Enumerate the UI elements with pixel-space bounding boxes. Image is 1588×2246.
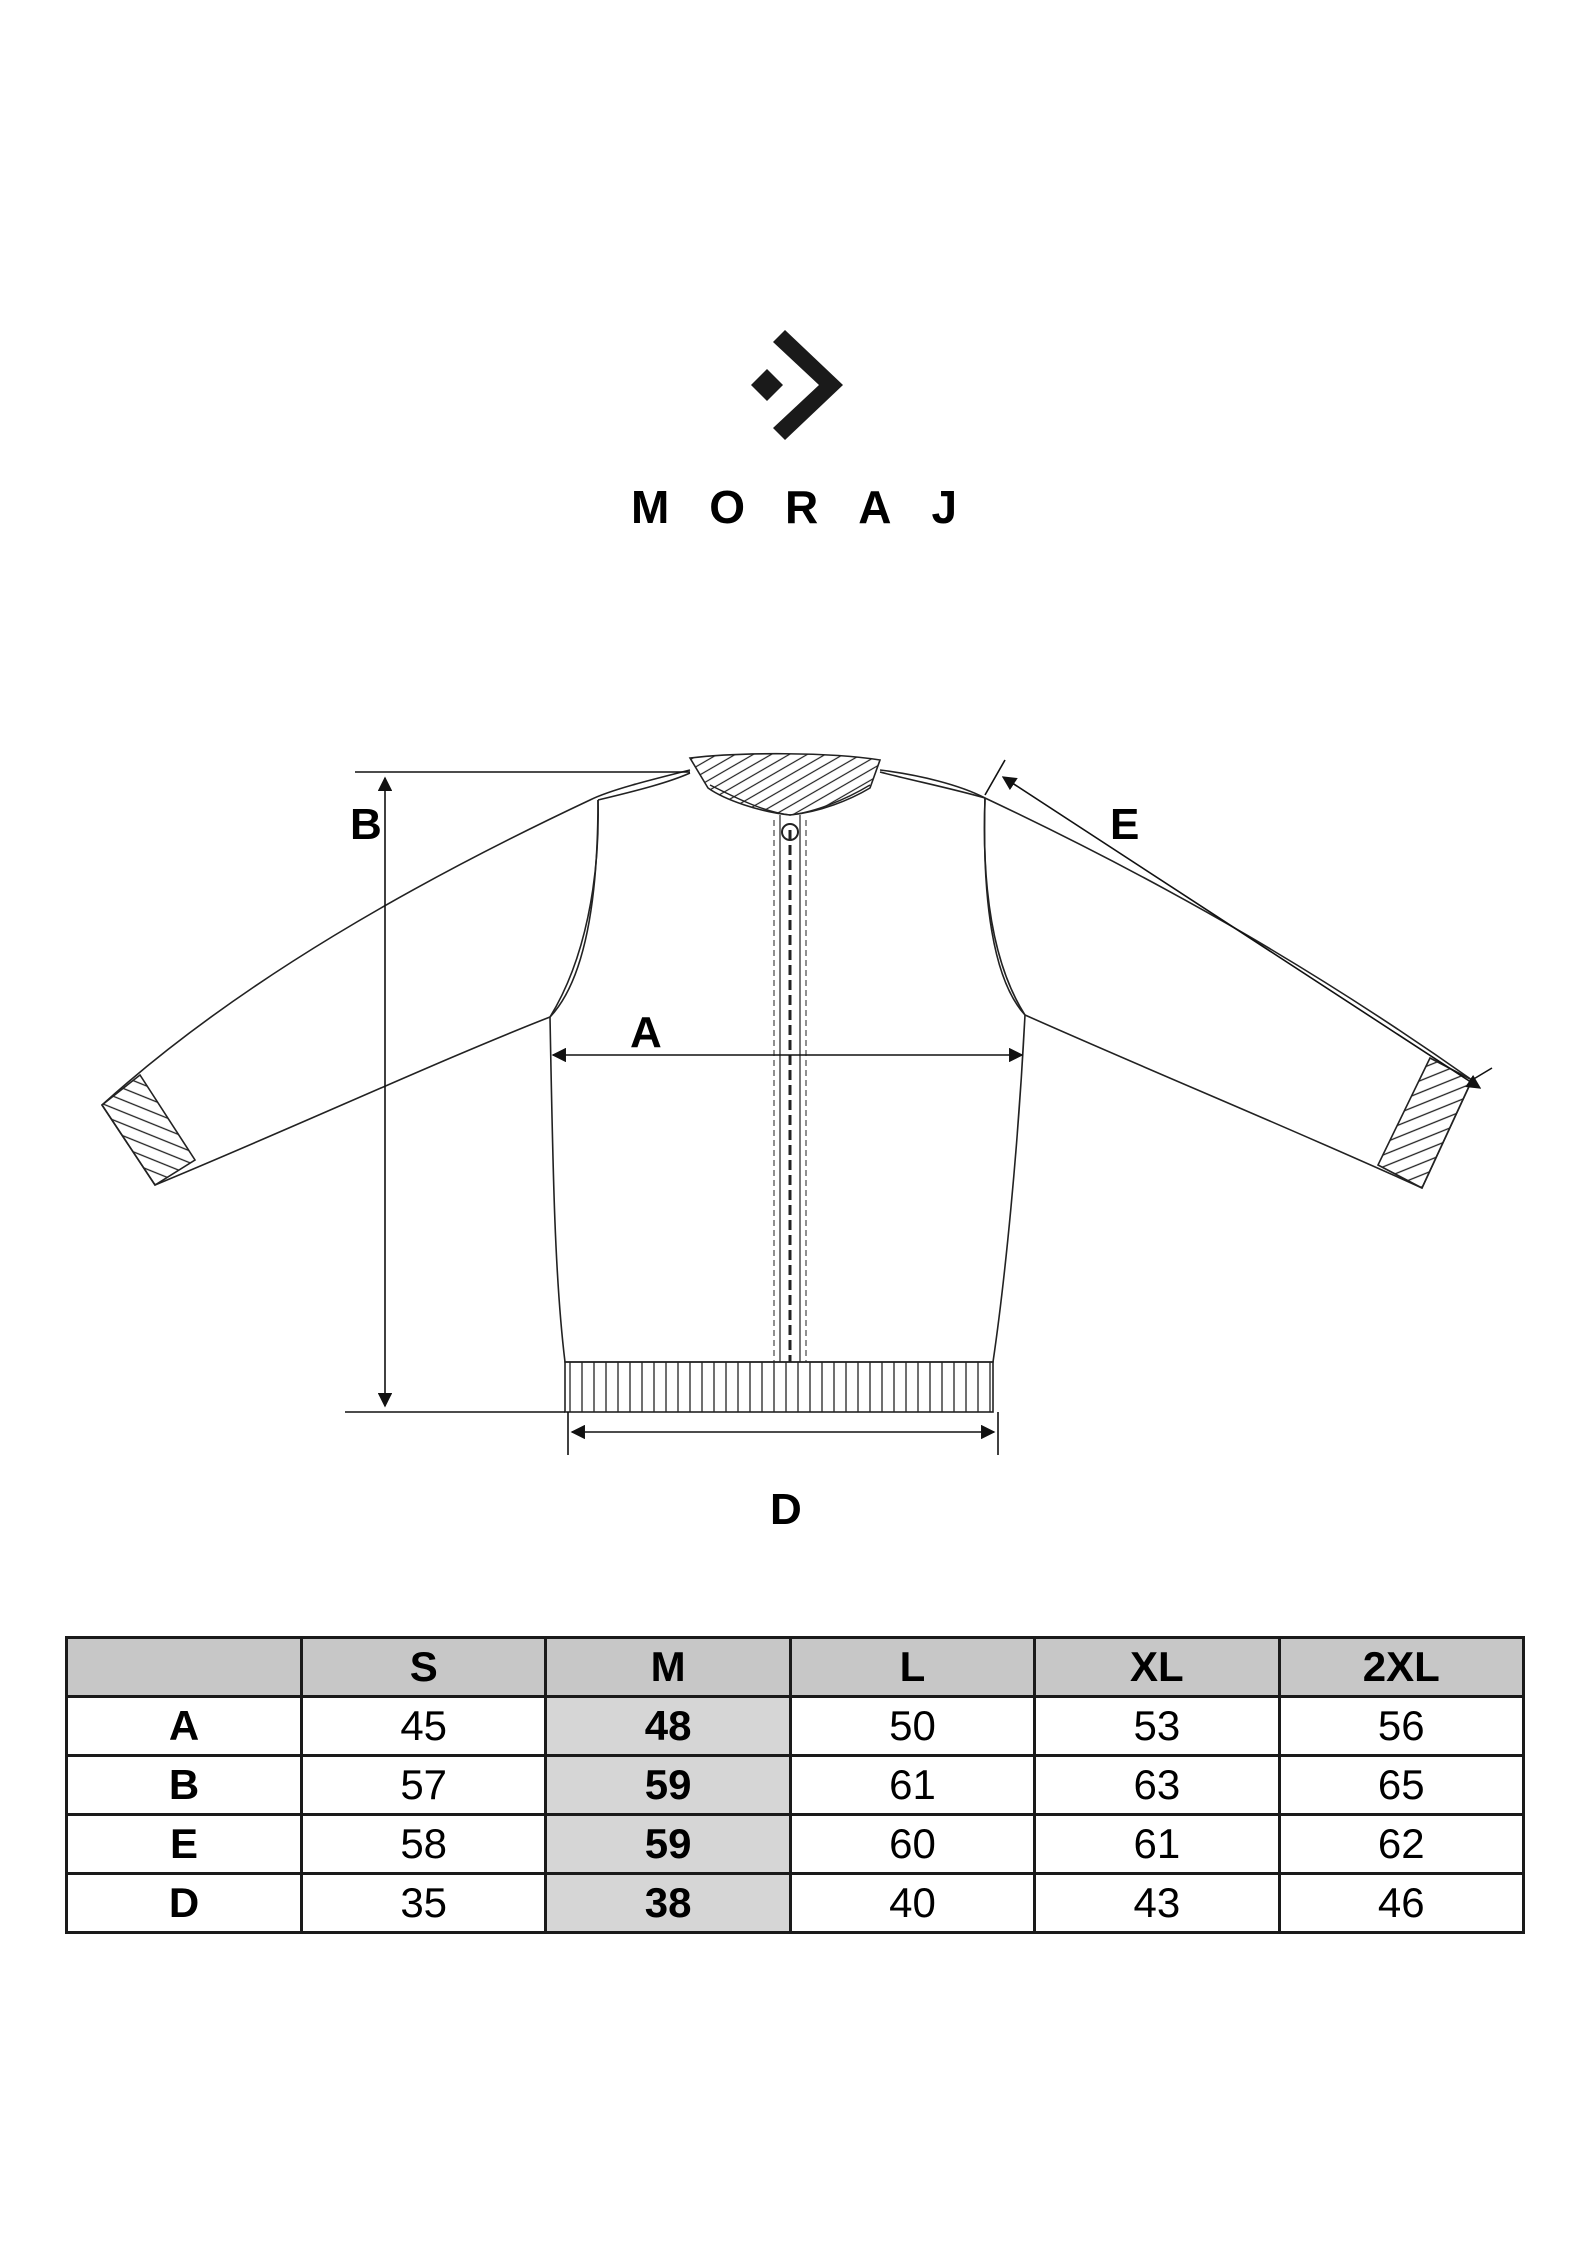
- label-a: A: [630, 1008, 662, 1057]
- dimension-d-line: [568, 1412, 998, 1455]
- row-label: A: [67, 1697, 302, 1756]
- sweatshirt-outline: [102, 770, 1472, 1362]
- label-e: E: [1110, 800, 1140, 849]
- column-header-2xl: 2XL: [1279, 1638, 1523, 1697]
- column-header-xl: XL: [1035, 1638, 1279, 1697]
- table-cell: 56: [1279, 1697, 1523, 1756]
- row-label: B: [67, 1756, 302, 1815]
- table-row: [67, 1874, 1524, 1933]
- column-header-l: L: [790, 1638, 1034, 1697]
- table-cell: 40: [790, 1874, 1034, 1933]
- column-header-m: M: [546, 1638, 790, 1697]
- brand-name: MORAJ: [630, 481, 998, 533]
- table-cell: 61: [1035, 1815, 1279, 1874]
- table-cell: 43: [1035, 1874, 1279, 1933]
- right-cuff-rib: [1378, 1058, 1472, 1188]
- waistband-rib: [565, 1362, 993, 1412]
- table-cell-highlighted: 38: [546, 1874, 790, 1933]
- table-cell: 50: [790, 1697, 1034, 1756]
- collar-rib: [690, 754, 880, 815]
- size-table: [65, 1636, 1525, 1934]
- table-cell-highlighted: 48: [546, 1697, 790, 1756]
- dimension-b-line: [345, 772, 690, 1412]
- table-cell-highlighted: 59: [546, 1815, 790, 1874]
- dimension-e-line: [985, 760, 1492, 1088]
- left-cuff-rib: [102, 1075, 195, 1185]
- table-row: [67, 1815, 1524, 1874]
- table-corner-cell: [67, 1638, 302, 1697]
- table-cell: 53: [1035, 1697, 1279, 1756]
- table-header-row: [67, 1638, 1524, 1697]
- table-cell: 57: [302, 1756, 546, 1815]
- table-cell: 35: [302, 1874, 546, 1933]
- table-cell: 60: [790, 1815, 1034, 1874]
- table-cell: 58: [302, 1815, 546, 1874]
- row-label: D: [67, 1874, 302, 1933]
- row-label: E: [67, 1815, 302, 1874]
- table-cell: 62: [1279, 1815, 1523, 1874]
- table-row: [67, 1697, 1524, 1756]
- table-row: [67, 1756, 1524, 1815]
- column-header-s: S: [302, 1638, 546, 1697]
- table-cell: 61: [790, 1756, 1034, 1815]
- table-cell: 46: [1279, 1874, 1523, 1933]
- table-cell-highlighted: 59: [546, 1756, 790, 1815]
- table-cell: 63: [1035, 1756, 1279, 1815]
- label-b: B: [350, 800, 382, 849]
- zipper: [774, 815, 806, 1362]
- table-cell: 45: [302, 1697, 546, 1756]
- table-cell: 65: [1279, 1756, 1523, 1815]
- label-d: D: [770, 1485, 802, 1534]
